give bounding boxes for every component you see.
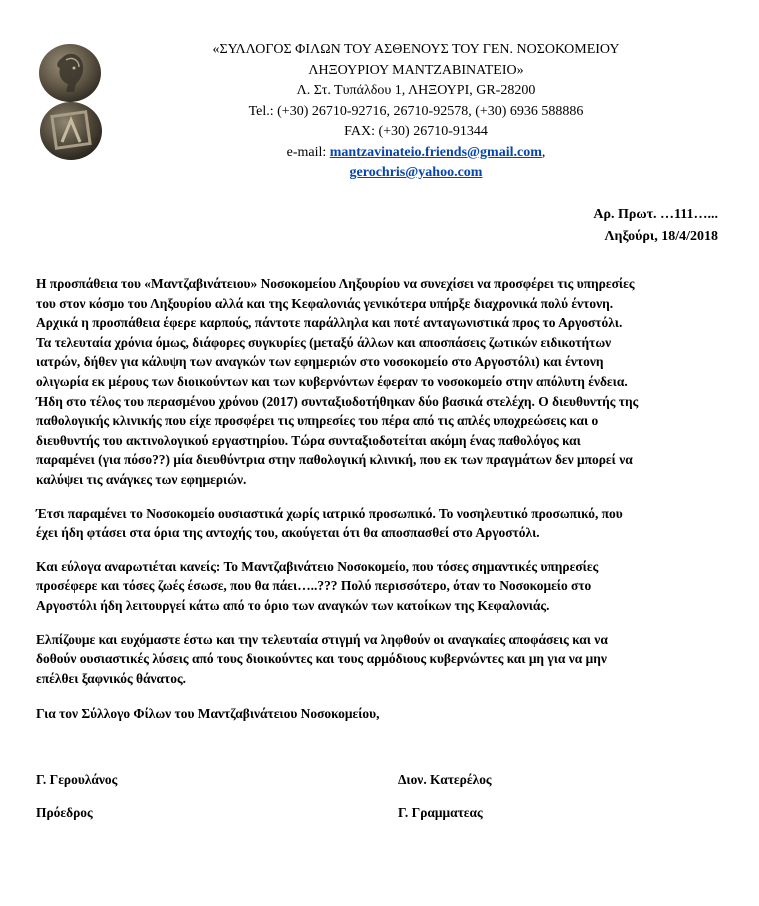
secretary-name: Διον. Κατερέλος <box>398 772 492 787</box>
association-header <box>150 40 682 184</box>
text-line: Και εύλογα αναρωτιέται κανείς: Το Μαντζαβινάτειο Νοσοκομείο, που τόσες σημαντικές υπηρεσίες <box>36 558 599 574</box>
text-line: διευθυντής του ακτινολογικού εργαστηρίου. Τώρα συνταξιοδοτείται ακόμη ένας παθολόγος και <box>36 432 581 448</box>
text-line: Η προσπάθεια του «Μαντζαβινάτειου» Νοσοκομείου Ληξουρίου να συνεχίσει να προσφέρει τις υπηρεσίες <box>36 276 635 291</box>
association-fax: FAX: (+30) 26710-91344 <box>344 124 488 139</box>
text-line: ιατρών, δήθεν για κάλυψη των αναγκών των εφημεριών στο νοσοκομείο στο Αργοστόλι) και έντονη <box>36 354 604 370</box>
email-separator: , <box>541 144 546 160</box>
text-line: έχει ήδη φτάσει στα όρια της αντοχής του, ακούγεται ότι θα αποσπασθεί στο Αργοστόλι. <box>36 525 540 541</box>
text-line: καλύψει τις ανάγκες των εφημεριών. <box>36 471 247 487</box>
text-line: προσέφερε και τόσες ζωές έσωσε, που θα πάει…..??? Πολύ περισσότερο, όταν το Νοσοκομείο στο <box>36 578 592 594</box>
text-line: Αρχικά η προσπάθεια έφερε καρπούς, πάντοτε παράλληλα και ποτέ ανταγωνιστικά προς το Αργοστόλι. <box>36 315 623 331</box>
text-line: επέλθει ξαφνικός θάνατος. <box>36 670 186 686</box>
ancient-coin-lambda-icon <box>38 100 104 162</box>
association-phone: Tel.: (+30) 26710-92716, 26710-92578, (+30) 6936 588886 <box>248 103 584 119</box>
president-role: Πρόεδρος <box>36 805 93 820</box>
email-line-2 <box>150 163 682 184</box>
letter-meta <box>593 204 718 248</box>
text-line: παραμένει (για πόσο??) μία διευθύντρια στην παθολογική κλινική, που εκ των πραγμάτων δεν μπορεί να <box>36 452 633 468</box>
place-date: Ληξούρι, 18/4/2018 <box>604 229 718 244</box>
signature-president <box>36 770 117 822</box>
text-line: Ελπίζουμε και ευχόμαστε έστω και την τελευταία στιγμή να ληφθούν οι αναγκαίες αποφάσεις και να <box>36 631 608 647</box>
text-line: δοθούν ουσιαστικές λύσεις από τους διοικούντες και τους αρμόδιους κυβερνώντες και μη για να μην <box>36 651 607 667</box>
letter-body <box>36 274 724 724</box>
association-name-line-1: «ΣΥΛΛΟΓΟΣ ΦΙΛΩΝ ΤΟΥ ΑΣΘΕΝΟΥΣ ΤΟΥ ΓΕΝ. ΝΟΣΟΚΟΜΕΙΟΥ <box>212 42 620 57</box>
text-line: Αργοστόλι ήδη λειτουργεί κάτω από το όριο των αναγκών των κατοίκων της Κεφαλονιάς. <box>36 597 550 613</box>
logo-coins <box>36 42 106 162</box>
email-line <box>150 143 682 164</box>
paragraph-1 <box>36 274 724 490</box>
president-name: Γ. Γερουλάνος <box>36 772 118 787</box>
text-line: του στον κόσμο του Ληξουρίου αλλά και της Κεφαλονιάς γενικότερα υπήρξε διαχρονικά πολύ έντονη. <box>36 295 614 311</box>
text-line: Ήδη στο τέλος του περασμένου χρόνου (2017) συνταξιοδοτήθηκαν δύο βασικά στελέχη. Ο διευθυντής της <box>36 393 639 409</box>
protocol-number: Αρ. Πρωτ. …111…... <box>593 207 718 222</box>
email-label: e-mail: <box>286 144 330 160</box>
text-line: Τα τελευταία χρόνια όμως, διάφορες συγκυρίες (μεταξύ άλλων και αποσπάσεις ζωτικών ειδικοτήτων <box>36 334 612 350</box>
secretary-role: Γ. Γραμματεας <box>398 805 483 820</box>
email-link-1[interactable]: mantzavinateio.friends@gmail.com <box>329 144 542 160</box>
paragraph-4 <box>36 630 724 689</box>
association-address: Λ. Στ. Τυπάλδου 1, ΛΗΞΟΥΡΙ, GR-28200 <box>296 83 536 98</box>
association-name-line-2: ΛΗΞΟΥΡΙΟΥ ΜΑΝΤΖΑΒΙΝΑΤΕΙΟ» <box>308 62 524 78</box>
paragraph-3 <box>36 557 724 616</box>
ancient-coin-head-icon <box>36 42 104 104</box>
paragraph-2 <box>36 504 724 543</box>
text-line: Έτσι παραμένει το Νοσοκομείο ουσιαστικά χωρίς ιατρικό προσωπικό. Το νοσηλευτικό προσωπικό, που <box>36 505 623 521</box>
email-link-2[interactable]: gerochris@yahoo.com <box>349 165 483 180</box>
closing-line: Για τον Σύλλογο Φίλων του Μαντζαβινάτειου Νοσοκομείου, <box>36 706 380 722</box>
text-line: ολιγωρία εκ μέρους των διοικούντων και των κυβερνόντων έφεραν το νοσοκομείο στην απόλυτη ένδεια. <box>36 373 628 389</box>
text-line: παθολογικής κλινικής που είχε προσφέρει τις υπηρεσίες του πέρα από τις απλές υποχρεώσεις και ο <box>36 413 599 429</box>
signature-secretary <box>398 770 492 822</box>
